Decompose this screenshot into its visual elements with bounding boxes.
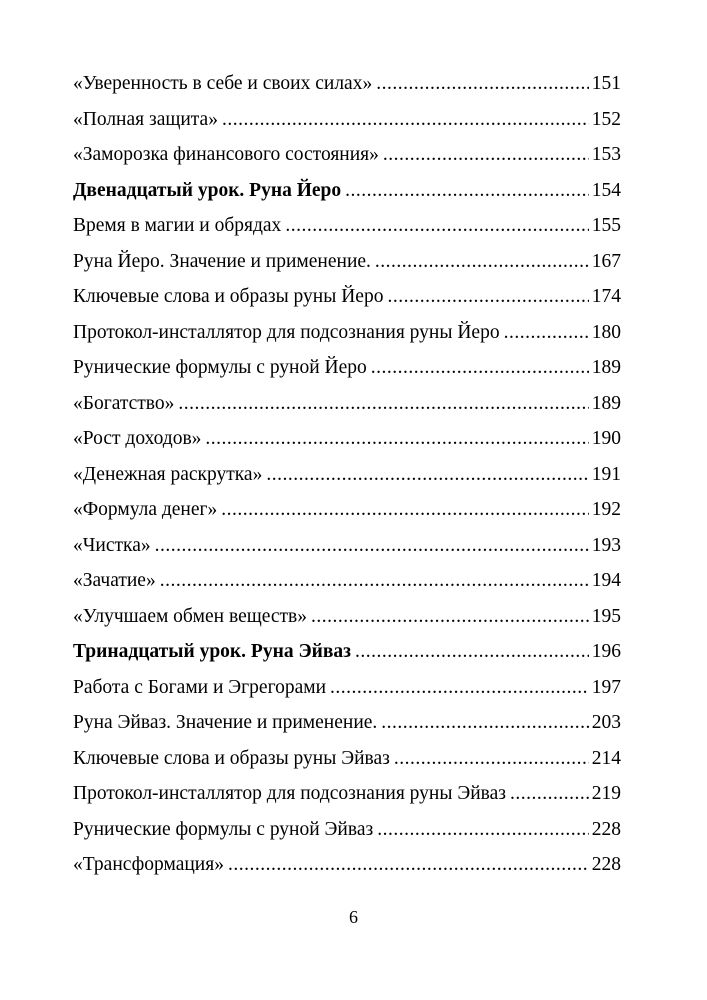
toc-entry-title: Протокол-инсталлятор для подсознания руны Йеро bbox=[73, 321, 500, 343]
toc-dot-leader bbox=[205, 421, 588, 457]
toc-entry-title: «Полная защита» bbox=[73, 108, 218, 130]
toc-entry-page: 195 bbox=[591, 605, 621, 627]
toc-dot-leader bbox=[510, 776, 589, 812]
toc-entry bbox=[73, 457, 621, 493]
toc-entry bbox=[73, 776, 621, 812]
toc-dot-leader bbox=[221, 492, 588, 528]
toc-entry-page: 228 bbox=[591, 818, 621, 840]
toc-dot-leader bbox=[311, 599, 589, 635]
table-of-contents bbox=[73, 66, 621, 883]
toc-entry-page: 192 bbox=[591, 499, 621, 520]
toc-entry-page: 154 bbox=[591, 179, 621, 201]
toc-entry bbox=[73, 66, 621, 102]
toc-entry-title: «Рост доходов» bbox=[73, 428, 202, 449]
toc-dot-leader bbox=[160, 563, 589, 599]
toc-dot-leader bbox=[355, 634, 589, 670]
toc-dot-leader bbox=[504, 315, 589, 351]
toc-entry-page: 219 bbox=[591, 783, 621, 804]
toc-entry-page: 203 bbox=[591, 712, 621, 733]
toc-entry bbox=[73, 599, 621, 635]
toc-dot-leader bbox=[394, 741, 589, 777]
toc-dot-leader bbox=[376, 66, 589, 102]
toc-entry-title: Протокол-инсталлятор для подсознания руны Эйваз bbox=[73, 783, 506, 804]
toc-entry bbox=[73, 741, 621, 777]
toc-chapter-entry bbox=[73, 173, 621, 209]
toc-entry-title: «Денежная раскрутка» bbox=[73, 463, 263, 485]
toc-entry bbox=[73, 421, 621, 457]
page-number: 6 bbox=[349, 907, 358, 927]
toc-entry-page: 197 bbox=[591, 676, 621, 698]
toc-entry-page: 189 bbox=[591, 357, 621, 378]
toc-entry-page: 214 bbox=[591, 747, 621, 769]
toc-entry bbox=[73, 847, 621, 883]
toc-entry bbox=[73, 102, 621, 138]
toc-entry-page: 196 bbox=[591, 641, 621, 662]
toc-entry bbox=[73, 137, 621, 173]
toc-entry-title: «Формула денег» bbox=[73, 499, 218, 520]
toc-entry-page: 151 bbox=[591, 73, 621, 94]
toc-entry bbox=[73, 350, 621, 386]
toc-entry-page: 228 bbox=[591, 854, 621, 875]
toc-entry-title: Руна Эйваз. Значение и применение. bbox=[73, 712, 378, 733]
toc-entry bbox=[73, 208, 621, 244]
toc-entry-title: «Чистка» bbox=[73, 534, 151, 556]
toc-entry bbox=[73, 670, 621, 706]
toc-entry bbox=[73, 492, 621, 528]
toc-dot-leader bbox=[155, 528, 589, 564]
toc-dot-leader bbox=[178, 386, 588, 422]
toc-entry-title: Ключевые слова и образы руны Эйваз bbox=[73, 747, 390, 769]
toc-entry-page: 155 bbox=[591, 215, 621, 236]
toc-entry bbox=[73, 244, 621, 280]
toc-dot-leader bbox=[330, 670, 589, 706]
toc-entry-title: «Зачатие» bbox=[73, 570, 156, 591]
toc-entry bbox=[73, 386, 621, 422]
toc-entry-title: Руна Йеро. Значение и применение. bbox=[73, 250, 371, 272]
toc-entry-title: Двенадцатый урок. Руна Йеро bbox=[73, 179, 342, 201]
toc-dot-leader bbox=[266, 457, 588, 493]
toc-entry-title: «Трансформация» bbox=[73, 854, 224, 875]
toc-entry-page: 174 bbox=[591, 286, 621, 307]
toc-entry-title: Время в магии и обрядах bbox=[73, 215, 282, 236]
toc-entry-title: Тринадцатый урок. Руна Эйваз bbox=[73, 641, 352, 662]
toc-entry-title: «Заморозка финансового состояния» bbox=[73, 144, 379, 165]
toc-entry bbox=[73, 812, 621, 848]
toc-entry-page: 194 bbox=[591, 570, 621, 591]
toc-chapter-entry bbox=[73, 634, 621, 670]
toc-entry-page: 190 bbox=[591, 428, 621, 449]
toc-dot-leader bbox=[222, 102, 589, 138]
toc-entry-page: 193 bbox=[591, 534, 621, 556]
toc-dot-leader bbox=[381, 705, 588, 741]
toc-entry bbox=[73, 528, 621, 564]
toc-dot-leader bbox=[371, 350, 589, 386]
toc-dot-leader bbox=[285, 208, 588, 244]
toc-entry-title: «Уверенность в себе и своих силах» bbox=[73, 73, 373, 94]
toc-entry-title: «Богатство» bbox=[73, 392, 175, 414]
toc-entry bbox=[73, 705, 621, 741]
toc-dot-leader bbox=[387, 279, 588, 315]
toc-entry-page: 189 bbox=[591, 392, 621, 414]
toc-entry-title: Ключевые слова и образы руны Йеро bbox=[73, 286, 384, 307]
toc-entry-page: 167 bbox=[591, 250, 621, 272]
toc-entry-page: 152 bbox=[591, 108, 621, 130]
toc-entry bbox=[73, 563, 621, 599]
toc-entry bbox=[73, 279, 621, 315]
toc-entry bbox=[73, 315, 621, 351]
toc-dot-leader bbox=[375, 244, 589, 280]
toc-dot-leader bbox=[345, 173, 589, 209]
toc-dot-leader bbox=[228, 847, 589, 883]
toc-entry-title: Рунические формулы с руной Эйваз bbox=[73, 818, 374, 840]
toc-entry-page: 180 bbox=[591, 321, 621, 343]
toc-entry-page: 191 bbox=[591, 463, 621, 485]
toc-dot-leader bbox=[377, 812, 589, 848]
toc-entry-title: Рунические формулы с руной Йеро bbox=[73, 357, 367, 378]
toc-entry-title: Работа с Богами и Эгрегорами bbox=[73, 676, 327, 698]
toc-dot-leader bbox=[383, 137, 589, 173]
toc-entry-title: «Улучшаем обмен веществ» bbox=[73, 605, 308, 627]
toc-entry-page: 153 bbox=[591, 144, 621, 165]
